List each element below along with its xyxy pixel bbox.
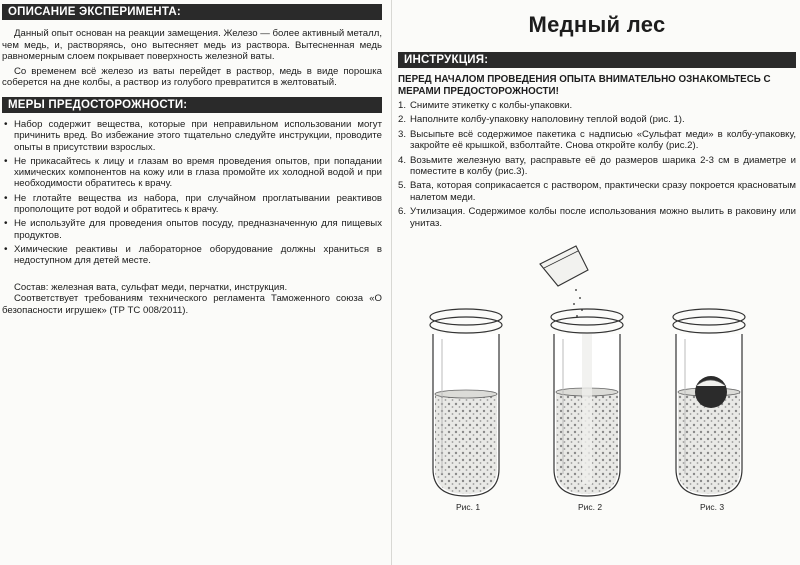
instruction-step bbox=[398, 155, 796, 178]
instruction-step bbox=[398, 206, 796, 229]
step-number: 6. bbox=[398, 206, 407, 218]
step-text: Утилизация. Содержимое колбы после использования можно вылить в раковину или унитаз. bbox=[410, 206, 796, 229]
instruction-steps bbox=[398, 100, 796, 229]
description-paragraph-2: Со временем всё железо из ваты перейдет в раствор, медь в виде порошка соберется на дне колбы, а раствор из голубого превратится в желтоватый. bbox=[2, 65, 382, 89]
step-number: 4. bbox=[398, 154, 407, 166]
composition-text: Состав: железная вата, сульфат меди, перчатки, инструкция. bbox=[14, 281, 288, 293]
instruction-step bbox=[398, 129, 796, 152]
page-title: Медный лес bbox=[528, 12, 666, 37]
step-text: Наполните колбу-упаковку наполовину теплой водой (рис. 1). bbox=[410, 114, 685, 126]
step-text: Снимите этикетку с колбы-упаковки. bbox=[410, 100, 573, 111]
instruction-step bbox=[398, 114, 796, 125]
step-number: 5. bbox=[398, 180, 407, 192]
description-paragraph-1: Данный опыт основан на реакции замещения. Железо — более активный металл, чем медь, и, растворяясь, оно вытесняет медь из раствора. Вытесненная медь равномерным слоем покрывает поверхность железной ваты. bbox=[2, 28, 382, 63]
step-text: Вата, которая соприкасается с раствором, практически сразу покроется красноватым налетом меди. bbox=[410, 180, 796, 203]
precaution-item: • Химические реактивы и лабораторное оборудование должны храниться в недоступном для детей месте. bbox=[2, 244, 382, 267]
test-tube-1 bbox=[430, 309, 502, 496]
figure-caption-3: Рис. 3 bbox=[700, 502, 725, 512]
precaution-item: • Не прикасайтесь к лицу и глазам во время проведения опытов, при попадании химических компонентов на кожу или в глаза промойте их холодной водой и при необходимости обратитесь к врачу. bbox=[2, 156, 382, 190]
instruction-step bbox=[398, 100, 796, 111]
section-description-title: ОПИСАНИЕ ЭКСПЕРИМЕНТА: bbox=[2, 4, 382, 20]
step-text: Высыпьте всё содержимое пакетика с надписью «Сульфат меди» в колбу-упаковку, закройте её крышкой, взболтайте. Снова откройте колбу (рис.2). bbox=[410, 128, 796, 152]
right-page bbox=[398, 4, 796, 512]
instruction-step bbox=[398, 180, 796, 203]
step-number: 3. bbox=[398, 128, 407, 140]
instruction-warning: ПЕРЕД НАЧАЛОМ ПРОВЕДЕНИЯ ОПЫТА ВНИМАТЕЛЬНО ОЗНАКОМЬТЕСЬ С МЕРАМИ ПРЕДОСТОРОЖНОСТИ! bbox=[398, 74, 771, 97]
figure-caption-1: Рис. 1 bbox=[456, 502, 481, 512]
powder-packet bbox=[540, 246, 588, 317]
step-text: Возьмите железную вату, расправьте её до размеров шарика 2-3 см в диаметре и поместите в колбу (рис.3). bbox=[410, 154, 796, 178]
precautions-list bbox=[2, 119, 382, 267]
test-tube-3 bbox=[673, 309, 745, 496]
figure-caption-2: Рис. 2 bbox=[578, 502, 603, 512]
section-precautions-title: МЕРЫ ПРЕДОСТОРОЖНОСТИ: bbox=[2, 97, 382, 113]
page-fold bbox=[391, 0, 392, 565]
step-number: 2. bbox=[398, 114, 407, 126]
compliance-text: Соответствует требованиям технического регламента Таможенного союза «О безопасности игрушек» (ТР ТС 008/2011). bbox=[2, 293, 382, 316]
precaution-item: • Не используйте для проведения опытов посуду, предназначенную для пищевых продуктов. bbox=[2, 218, 382, 241]
section-instruction-title: ИНСТРУКЦИЯ: bbox=[398, 52, 796, 68]
left-page bbox=[2, 4, 382, 316]
step-number: 1. bbox=[398, 100, 407, 111]
test-tube-2 bbox=[551, 309, 623, 496]
precaution-item: • Набор содержит вещества, которые при неправильном использовании могут причинить вред. Во избежание этого тщательно следуйте инструкции, проводите опыты в присутствии взрослых. bbox=[2, 119, 382, 153]
precaution-item: • Не глотайте вещества из набора, при случайном проглатывании реактивов прополощите рот водой и обратитесь к врачу. bbox=[2, 193, 382, 216]
illustration-test-tubes bbox=[398, 234, 796, 524]
